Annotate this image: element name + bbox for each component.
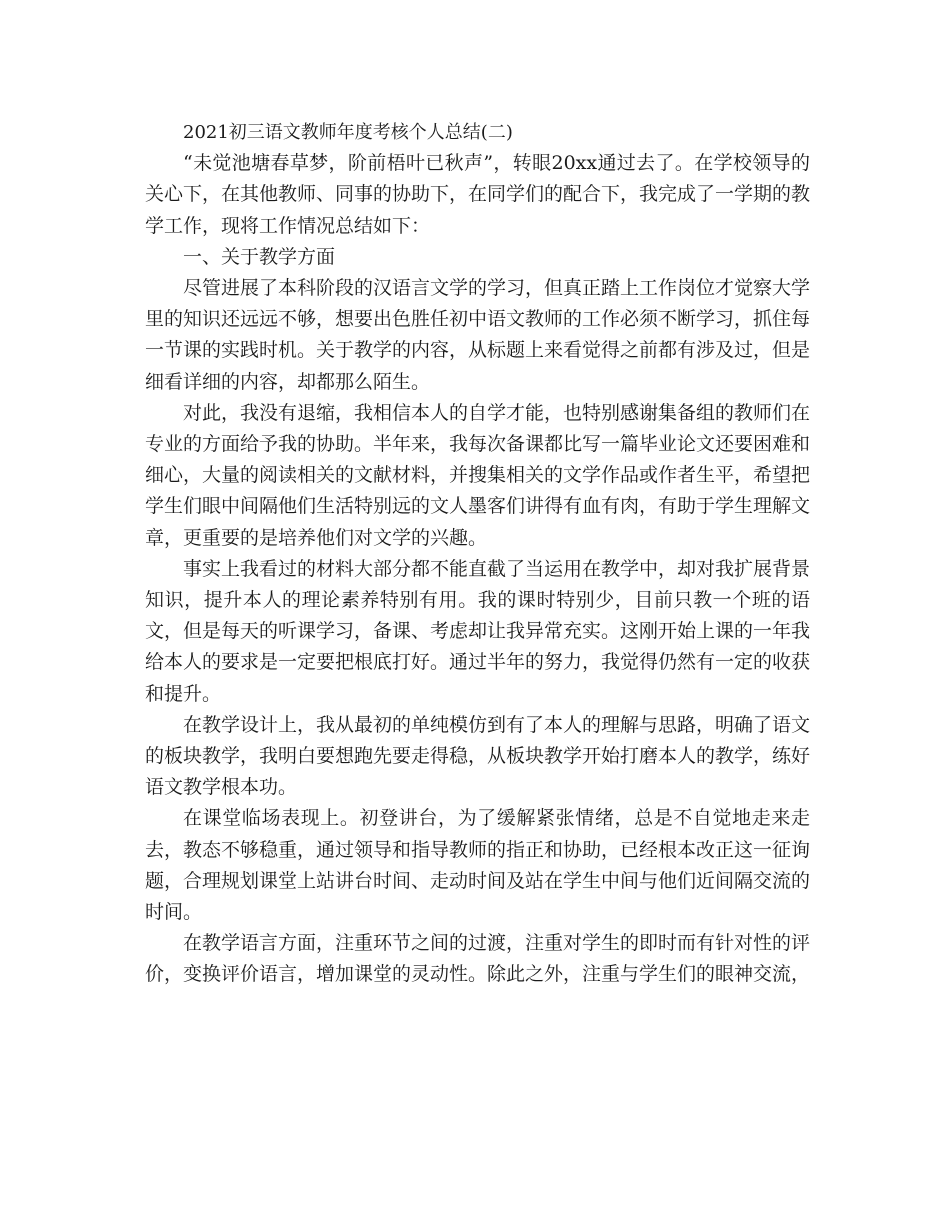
paragraph-materials: 事实上我看过的材料大部分都不能直截了当运用在教学中，却对我扩展背景知识，提升本人的理论素养特别有用。我的课时特别少，目前只教一个班的语文，但是每天的听课学习，备课、考虑却让我异常充实。这刚开始上课的一年我给本人的要求是一定要把根底打好。通过半年的努力，我觉得仍然有一定的收获和提升。 xyxy=(145,557,811,705)
paragraph-study: 尽管进展了本科阶段的汉语言文学的学习，但真正踏上工作岗位才觉察大学里的知识还远远不够，想要出色胜任初中语文教师的工作必须不断学习，抓住每一节课的实践时机。关于教学的内容，从标题上来看觉得之前都有涉及过，但是细看详细的内容，却都那么陌生。 xyxy=(145,277,811,393)
paragraph-teaching-design: 在教学设计上，我从最初的单纯模仿到有了本人的理解与思路，明确了语文的板块教学，我明白要想跑先要走得稳，从板块教学开始打磨本人的教学，练好语文教学根本功。 xyxy=(145,713,811,799)
paragraph-self-learning: 对此，我没有退缩，我相信本人的自学才能，也特别感谢集备组的教师们在专业的方面给予我的协助。半年来，我每次备课都比写一篇毕业论文还要困难和细心，大量的阅读相关的文献材料，并搜集相关的文学作品或作者生平，希望把学生们眼中间隔他们生活特别远的文人墨客们讲得有血有肉，有助于学生理解文章，更重要的是培养他们对文学的兴趣。 xyxy=(145,401,811,549)
document-body xyxy=(145,117,810,991)
paragraph-classroom-performance: 在课堂临场表现上。初登讲台，为了缓解紧张情绪，总是不自觉地走来走去，教态不够稳重，通过领导和指导教师的指正和协助，已经根本改正这一征询题，合理规划课堂上站讲台时间、走动时间及站在学生中间与他们近间隔交流的时间。 xyxy=(145,807,811,924)
section-heading-teaching: 一、关于教学方面 xyxy=(183,245,336,268)
document-title: 2021初三语文教师年度考核个人总结(二) xyxy=(183,122,513,143)
paragraph-intro: “未觉池塘春草梦，阶前梧叶已秋声”，转眼20xx通过去了。在学校领导的关心下，在其他教师、同事的协助下，在同学们的配合下，我完成了一学期的教学工作，现将工作情况总结如下： xyxy=(145,152,811,237)
paragraph-teaching-language: 在教学语言方面，注重环节之间的过渡，注重对学生的即时而有针对性的评价，变换评价语言，增加课堂的灵动性。除此之外，注重与学生们的眼神交流， xyxy=(145,932,811,986)
